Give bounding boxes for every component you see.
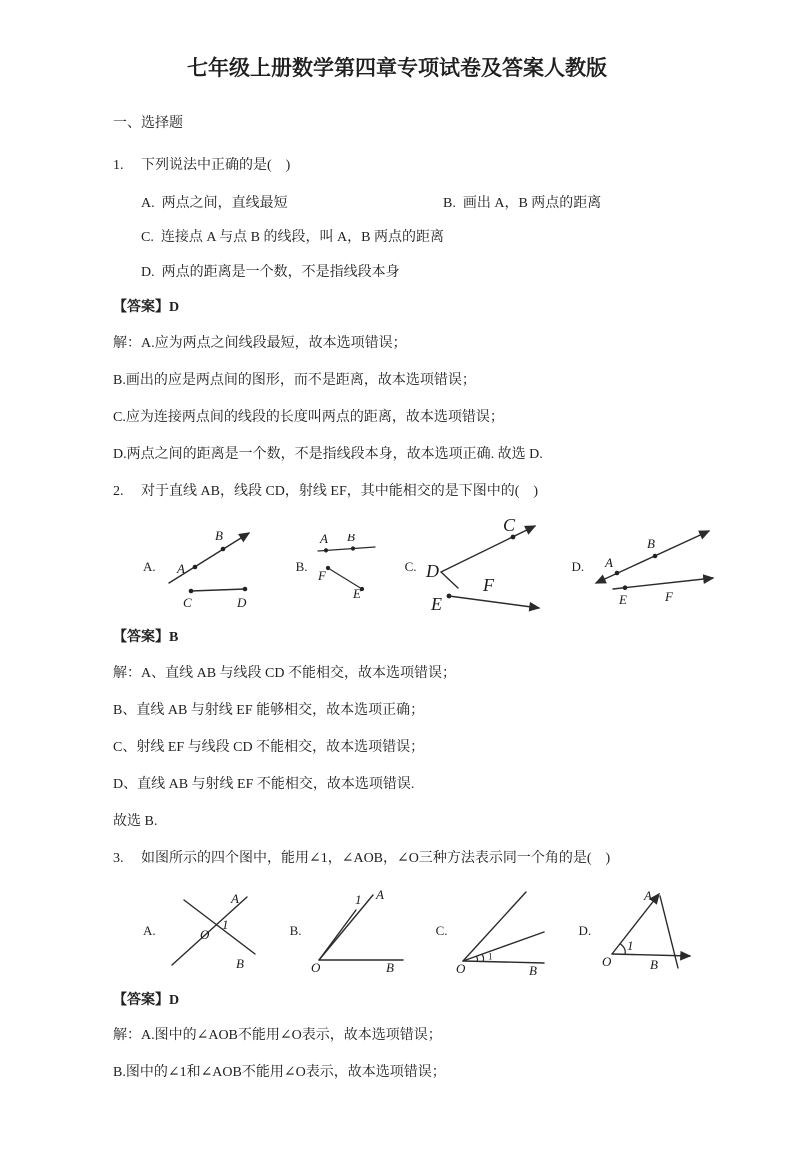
question-3-number: 3.: [113, 850, 124, 866]
point-label: A: [644, 889, 653, 903]
question-1-text: 下列说法中正确的是( ): [141, 157, 291, 173]
question-3-figures: [113, 887, 681, 977]
point-label: F: [483, 575, 495, 596]
point-label: C: [503, 519, 516, 536]
q2-explanation-line: D、直线 AB 与射线 EF 不能相交，故本选项错误.: [113, 776, 415, 792]
figure-3c-diagram: [456, 887, 548, 977]
section-heading: 一、选择题: [113, 115, 183, 131]
point-dot-a: [323, 548, 327, 552]
point-dot-b: [653, 554, 658, 559]
segment-d-leg: [441, 572, 458, 588]
q3-explanation-line: 解：A.图中的∠AOB不能用∠O表示，故本选项错误；: [113, 1028, 442, 1044]
point-label: B: [529, 962, 538, 977]
question-2-number: 2.: [113, 483, 124, 499]
figure-2d-diagram: [593, 526, 719, 608]
point-label: B: [214, 527, 223, 543]
point-dot-a: [615, 571, 620, 576]
point-label: E: [431, 594, 443, 615]
q2-explanation-line: B、直线 AB 与射线 EF 能够相交，故本选项正确；: [113, 703, 425, 719]
point-label: B: [346, 533, 355, 544]
point-label: D: [236, 594, 247, 610]
angle-label: 1: [354, 891, 362, 907]
q1-answer: 【答案】D: [113, 300, 180, 316]
q1-option-a: A. 两点之间，直线最短: [141, 195, 288, 211]
q2-explanation-line: 解：A、直线 AB 与线段 CD 不能相交，故本选项错误；: [113, 666, 457, 682]
ray-o-upper: [463, 892, 526, 961]
ray-ef: [613, 578, 713, 589]
line-through-b: [184, 900, 255, 954]
point-label: A: [375, 889, 384, 902]
figure-2a: [143, 523, 270, 611]
figure-3b-label: B.: [289, 923, 302, 939]
figure-3c: [436, 887, 549, 977]
point-label: O: [199, 926, 210, 942]
question-2-figures: [113, 519, 681, 614]
point-dot-c: [188, 589, 193, 594]
q2-explanation-line: C、射线 EF 与线段 CD 不能相交，故本选项错误；: [113, 740, 425, 756]
point-label: F: [317, 567, 326, 583]
point-label: O: [456, 960, 466, 976]
figure-2b: [296, 534, 379, 600]
figure-2d: [571, 526, 719, 608]
figure-3b: [290, 890, 406, 974]
point-dot-b: [220, 547, 225, 552]
ray-o-middle: [463, 932, 544, 961]
point-dot-e: [623, 585, 628, 590]
angle-label: 1: [627, 937, 634, 953]
q1-explanation-line: B.画出的应是两点间的图形，而不是距离，故本选项错误；: [113, 372, 476, 388]
figure-3b-diagram: [311, 890, 406, 974]
question-3-text: 如图所示的四个图中，能用∠1，∠AOB，∠O三种方法表示同一个角的是( ): [141, 850, 611, 866]
q1-explanation-line: D.两点之间的距离是一个数，不是指线段本身，故本选项正确. 故选 D.: [113, 446, 543, 462]
figure-2a-label: A.: [143, 558, 156, 574]
point-label: A: [605, 554, 614, 570]
point-label: O: [602, 953, 612, 969]
figure-2d-label: D.: [571, 558, 585, 574]
q1-option-c: C. 连接点 A 与点 B 的线段，叫 A，B 两点的距离: [141, 230, 444, 246]
point-label: O: [310, 959, 320, 974]
point-label: D: [426, 561, 440, 582]
angle-arc: [621, 944, 626, 954]
figure-3d-diagram: [600, 890, 692, 974]
question-1-options-ab: [113, 194, 681, 214]
figure-3d: [578, 890, 692, 974]
point-dot-f: [325, 566, 329, 570]
point-label: B: [650, 956, 659, 972]
ray-o-inner: [319, 910, 356, 960]
point-dot-a: [192, 565, 197, 570]
point-dot-b: [350, 546, 354, 550]
ray-ob: [612, 954, 690, 956]
question-1-stem: [113, 156, 681, 176]
point-label: B: [647, 535, 656, 551]
figure-2c-label: C.: [404, 558, 417, 574]
point-dot-d: [242, 587, 247, 592]
q3-answer: 【答案】D: [113, 992, 180, 1008]
point-label: A: [319, 533, 328, 546]
line-through-a: [660, 896, 678, 968]
q2-explanation-line: 故选 B.: [113, 813, 158, 829]
figure-2c: [405, 519, 546, 614]
question-1-number: 1.: [113, 157, 124, 173]
question-2-text: 对于直线 AB，线段 CD，射线 EF，其中能相交的是下图中的( ): [141, 483, 539, 499]
angle-arc: [482, 954, 484, 961]
q1-explanation-line: 解：A.应为两点之间线段最短，故本选项错误；: [113, 336, 407, 352]
question-3-stem: [113, 849, 681, 869]
q3-explanation-line: B.图中的∠1和∠AOB不能用∠O表示，故本选项错误；: [113, 1065, 446, 1081]
angle-label: 1: [488, 951, 493, 962]
angle-label: 1: [221, 916, 229, 932]
figure-2b-label: B.: [295, 558, 308, 574]
figure-3c-label: C.: [435, 923, 448, 939]
figure-3d-label: D.: [578, 923, 592, 939]
point-label: B: [235, 955, 244, 971]
question-2-stem: [113, 482, 681, 502]
point-label: C: [182, 594, 192, 610]
ray-oa: [612, 894, 659, 954]
point-label: A: [176, 560, 185, 576]
figure-3a-diagram: [165, 892, 260, 972]
ray-ef: [449, 596, 539, 608]
figure-2b-diagram: [317, 534, 379, 600]
page-title: 七年级上册数学第四章专项试卷及答案人教版: [187, 56, 607, 80]
figure-3a: [143, 892, 260, 972]
point-label: B: [385, 959, 394, 974]
q1-option-d: D. 两点的距离是一个数，不是指线段本身: [141, 265, 400, 281]
q2-answer: 【答案】B: [113, 630, 179, 646]
q1-explanation-line: C.应为连接两点间的线段的长度叫两点的距离，故本选项错误；: [113, 409, 504, 425]
point-label: A: [230, 891, 239, 906]
figure-2a-diagram: [165, 523, 270, 611]
point-dot-c: [511, 535, 516, 540]
angle-arc: [477, 956, 478, 961]
segment-cd: [191, 589, 245, 591]
ray-oa: [319, 895, 373, 960]
figure-2c-diagram: [425, 519, 545, 614]
figure-3a-label: A.: [143, 923, 156, 939]
point-label: E: [352, 585, 361, 600]
line-through-a: [172, 897, 247, 965]
q1-option-b: B. 画出 A，B 两点的距离: [443, 195, 602, 211]
point-label: F: [665, 588, 674, 604]
segment-dc: [441, 526, 535, 572]
point-label: E: [619, 591, 628, 607]
